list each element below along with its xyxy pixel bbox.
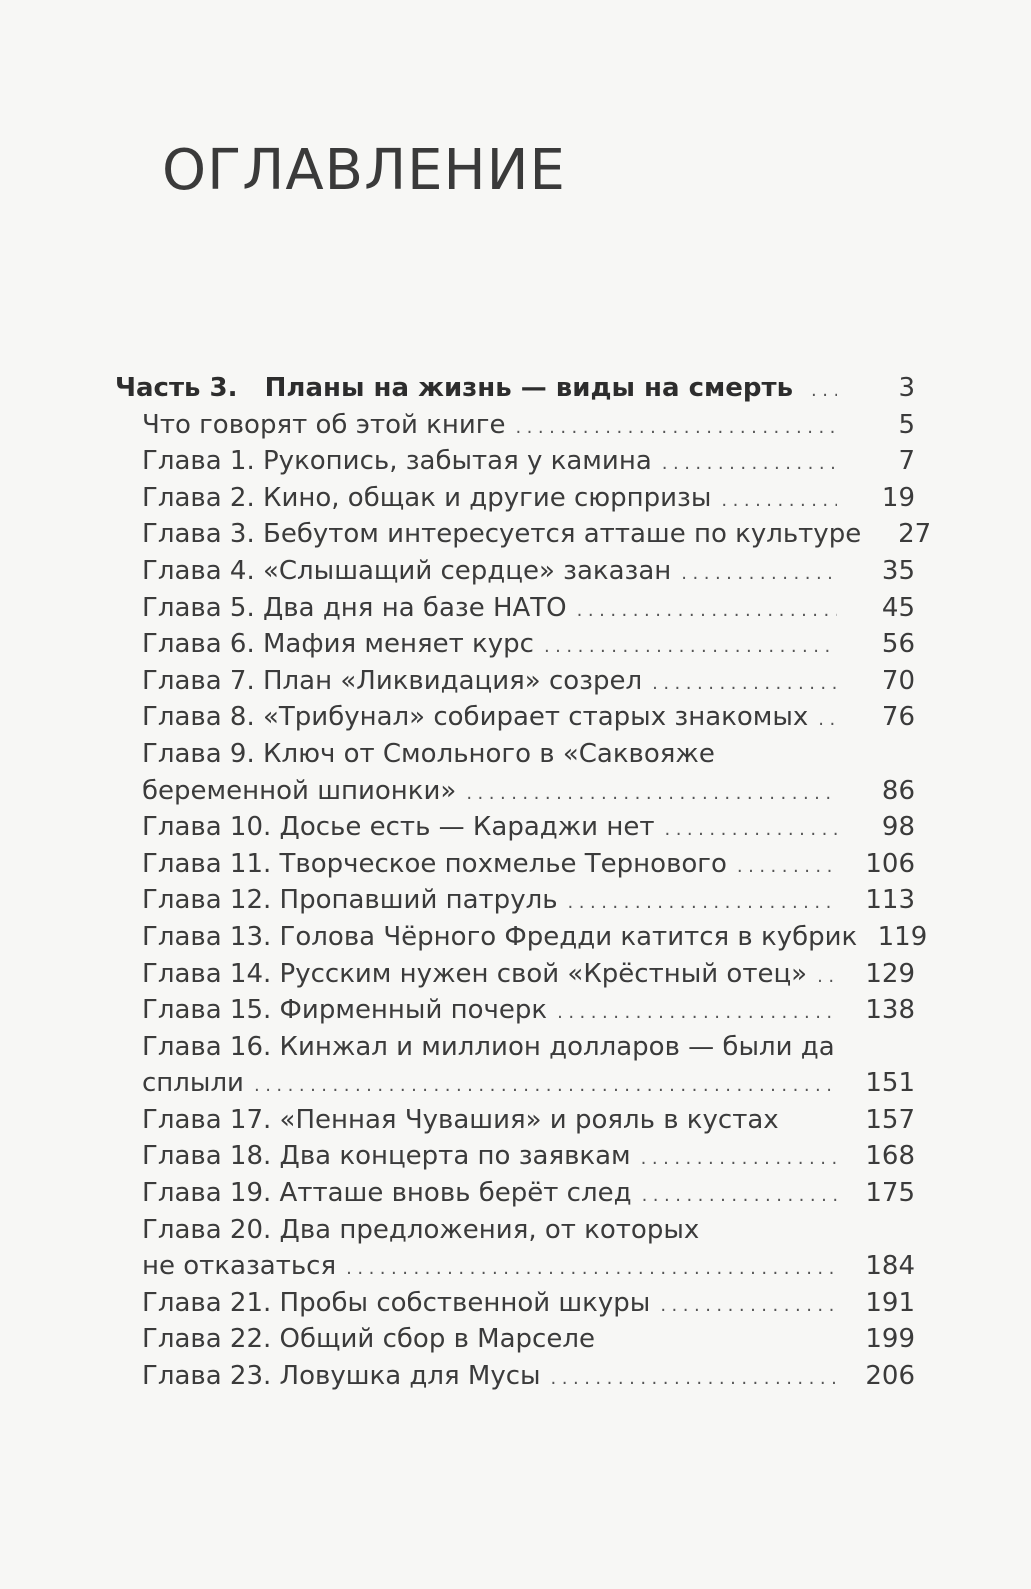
toc-leader-dots bbox=[818, 708, 837, 732]
toc-leader-dots bbox=[662, 452, 837, 476]
toc-entry-title: Глава 9. Ключ от Смольного в «Саквояже bbox=[142, 738, 715, 769]
toc-entry[interactable] bbox=[115, 1138, 915, 1175]
table-of-contents bbox=[115, 370, 932, 1395]
toc-entry-title: Глава 12. Пропавший патруль bbox=[142, 885, 558, 916]
toc-page-number: 199 bbox=[865, 1324, 915, 1355]
toc-entry[interactable] bbox=[115, 809, 915, 846]
toc-page-number: 76 bbox=[881, 702, 915, 733]
toc-page-number: 191 bbox=[865, 1287, 915, 1318]
toc-leader-dots bbox=[721, 489, 837, 513]
toc-page-number: 56 bbox=[881, 629, 915, 660]
toc-entry-title: Глава 22. Общий сбор в Марселе bbox=[142, 1324, 595, 1355]
toc-page-number: 157 bbox=[865, 1104, 915, 1135]
toc-entry[interactable] bbox=[115, 1285, 915, 1322]
toc-entry-title: Глава 8. «Трибунал» собирает старых знакомых bbox=[142, 702, 809, 733]
toc-leader-dots bbox=[577, 599, 837, 623]
toc-entry-title: Глава 21. Пробы собственной шкуры bbox=[142, 1287, 651, 1318]
toc-entry-title: Глава 13. Голова Чёрного Фредди катится в кубрик bbox=[142, 921, 858, 952]
toc-entry[interactable] bbox=[115, 443, 915, 480]
toc-leader-dots bbox=[568, 891, 837, 915]
toc-entry-title: Глава 19. Атташе вновь берёт след bbox=[142, 1178, 632, 1209]
toc-entry-title: Глава 2. Кино, общак и другие сюрпризы bbox=[142, 482, 712, 513]
toc-entry-title: Глава 4. «Слышащий сердце» заказан bbox=[142, 555, 672, 586]
toc-page-number: 138 bbox=[865, 995, 915, 1026]
toc-page-number: 19 bbox=[881, 482, 915, 513]
toc-entry[interactable] bbox=[115, 626, 915, 663]
toc-page-number: 98 bbox=[881, 812, 915, 843]
toc-entry-title: Глава 5. Два дня на базе НАТО bbox=[142, 592, 567, 623]
toc-leader-dots bbox=[466, 782, 837, 806]
toc-page-number: 7 bbox=[898, 446, 915, 477]
toc-page-number: 27 bbox=[898, 519, 932, 550]
toc-page-number: 70 bbox=[881, 665, 915, 696]
toc-entry[interactable] bbox=[115, 992, 915, 1029]
toc-part-title bbox=[115, 370, 793, 407]
toc-entry-title: Глава 15. Фирменный почерк bbox=[142, 995, 548, 1026]
toc-entry[interactable] bbox=[115, 407, 915, 444]
toc-leader-dots bbox=[557, 1001, 837, 1025]
toc-page-number: 119 bbox=[877, 921, 928, 952]
toc-part-label: Часть 3. bbox=[115, 373, 238, 403]
toc-entry-title: Глава 23. Ловушка для Мусы bbox=[142, 1361, 541, 1392]
toc-leader-dots bbox=[681, 562, 837, 586]
toc-leader-dots bbox=[641, 1147, 837, 1171]
toc-page-number: 86 bbox=[881, 775, 915, 806]
toc-part-row[interactable] bbox=[115, 370, 915, 407]
toc-page-number: 113 bbox=[865, 885, 915, 916]
toc-entry-title: Глава 14. Русским нужен свой «Крёстный отец» bbox=[142, 958, 808, 989]
toc-entry-continuation[interactable] bbox=[115, 773, 915, 810]
toc-page-number: 5 bbox=[898, 409, 915, 440]
toc-page-number: 151 bbox=[865, 1068, 915, 1099]
toc-entry[interactable] bbox=[115, 590, 915, 627]
toc-leader-dots bbox=[664, 818, 837, 842]
toc-entry-first-line[interactable] bbox=[115, 1212, 915, 1249]
toc-entry[interactable] bbox=[115, 663, 915, 700]
toc-page-number: 129 bbox=[865, 958, 915, 989]
toc-entry[interactable] bbox=[115, 480, 915, 517]
toc-page-number: 175 bbox=[865, 1178, 915, 1209]
toc-entry[interactable] bbox=[115, 553, 915, 590]
toc-entry-title-continued: сплыли bbox=[142, 1068, 244, 1099]
toc-entry-title: Глава 20. Два предложения, от которых bbox=[142, 1214, 700, 1245]
toc-entry-title: Глава 7. План «Ликвидация» созрел bbox=[142, 665, 643, 696]
toc-leader-dots bbox=[811, 379, 837, 403]
toc-leader-dots bbox=[254, 1074, 837, 1098]
toc-entry[interactable] bbox=[115, 516, 932, 553]
toc-entry[interactable] bbox=[115, 882, 915, 919]
toc-entry-first-line[interactable] bbox=[115, 736, 915, 773]
toc-leader-dots bbox=[660, 1294, 837, 1318]
toc-leader-dots bbox=[817, 965, 837, 989]
toc-page-number: 45 bbox=[881, 592, 915, 623]
toc-page-number: 184 bbox=[865, 1251, 915, 1282]
toc-entry[interactable] bbox=[115, 1175, 915, 1212]
toc-leader-dots bbox=[551, 1367, 837, 1391]
page-title: ОГЛАВЛЕНИЕ bbox=[162, 138, 566, 203]
toc-entry-title: Глава 6. Мафия меняет курс bbox=[142, 629, 534, 660]
toc-entry-title-continued: не отказаться bbox=[142, 1251, 337, 1282]
toc-entry-title: Глава 10. Досье есть — Караджи нет bbox=[142, 812, 655, 843]
toc-leader-dots bbox=[737, 855, 837, 879]
toc-page-number: 35 bbox=[881, 555, 915, 586]
toc-page-number: 106 bbox=[865, 848, 915, 879]
toc-page-number: 168 bbox=[865, 1141, 915, 1172]
toc-entry[interactable] bbox=[115, 1102, 915, 1139]
toc-page-number: 3 bbox=[898, 373, 915, 403]
toc-entry-title: Глава 3. Бебутом интересуется атташе по культуре bbox=[142, 519, 862, 550]
toc-entry-title: Глава 11. Творческое похмелье Тернового bbox=[142, 848, 727, 879]
toc-entry[interactable] bbox=[115, 1358, 915, 1395]
toc-leader-dots bbox=[346, 1257, 837, 1281]
toc-leader-dots bbox=[544, 635, 837, 659]
toc-entry[interactable] bbox=[115, 1321, 915, 1358]
toc-entry-title: Глава 18. Два концерта по заявкам bbox=[142, 1141, 631, 1172]
toc-entry-title: Глава 16. Кинжал и миллион долларов — были да bbox=[142, 1031, 835, 1062]
toc-entry[interactable] bbox=[115, 699, 915, 736]
toc-leader-dots bbox=[652, 672, 837, 696]
toc-entry[interactable] bbox=[115, 956, 915, 993]
toc-part-name: Планы на жизнь — виды на смерть bbox=[264, 373, 794, 403]
toc-entry-continuation[interactable] bbox=[115, 1065, 915, 1102]
toc-entry-title: Глава 1. Рукопись, забытая у камина bbox=[142, 446, 652, 477]
toc-entry-title-continued: беременной шпионки» bbox=[142, 775, 457, 806]
toc-entry[interactable] bbox=[115, 919, 928, 956]
toc-entry-continuation[interactable] bbox=[115, 1248, 915, 1285]
toc-entry[interactable] bbox=[115, 846, 915, 883]
toc-leader-dots bbox=[515, 416, 837, 440]
toc-entry-title: Глава 17. «Пенная Чувашия» и рояль в кустах bbox=[142, 1104, 779, 1135]
toc-leader-dots bbox=[642, 1184, 837, 1208]
toc-entry-title: Что говорят об этой книге bbox=[142, 409, 506, 440]
toc-page-number: 206 bbox=[865, 1361, 915, 1392]
toc-entry-first-line[interactable] bbox=[115, 1029, 915, 1066]
